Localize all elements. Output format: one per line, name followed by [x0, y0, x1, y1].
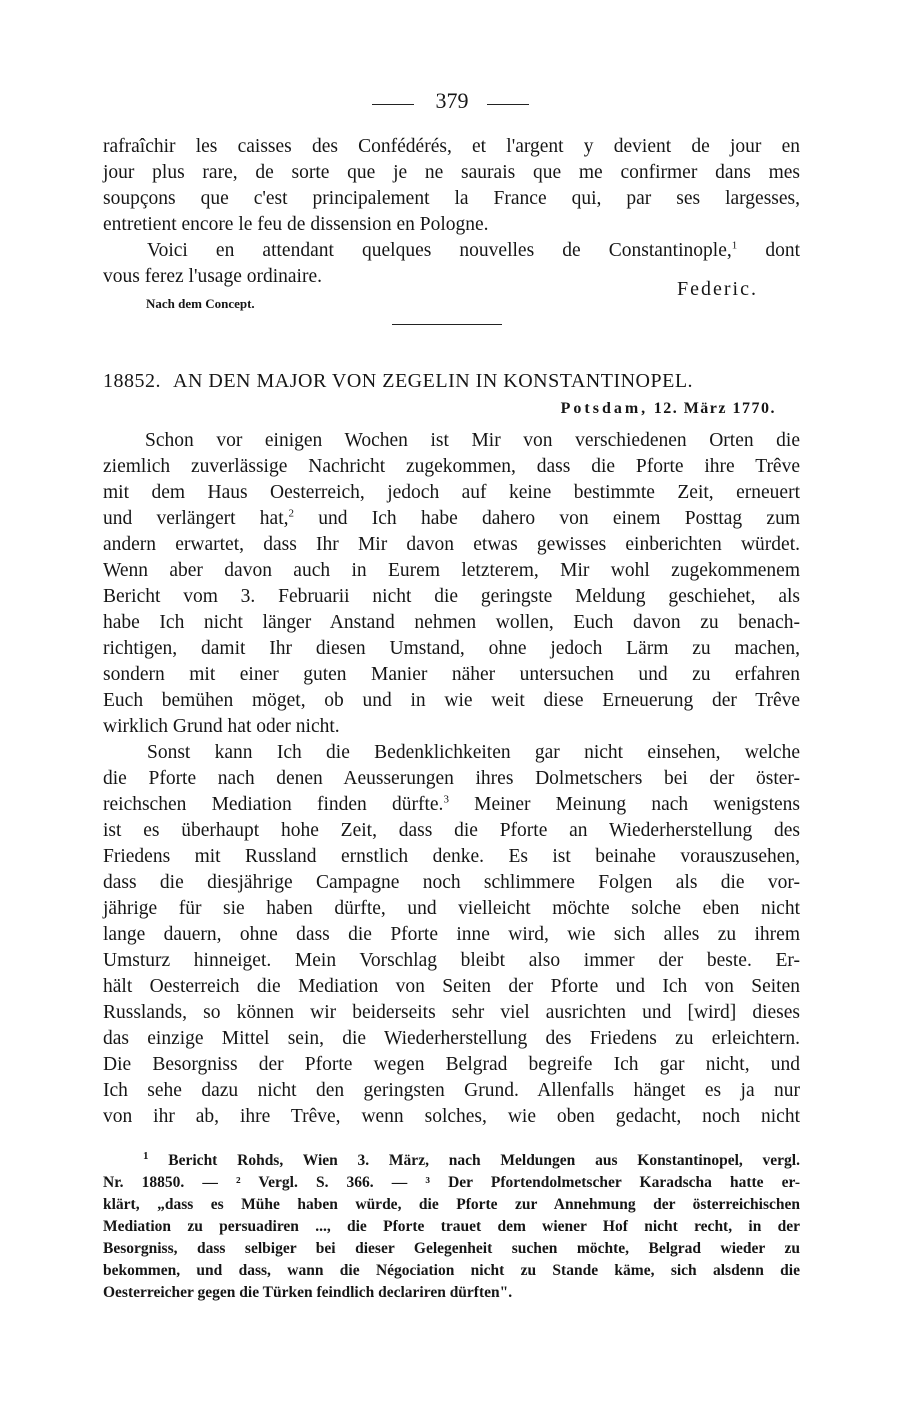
text-line: Russlands, so können wir beiderseits sehr viel ausrichten und [wird] dieses: [103, 1002, 800, 1023]
text-line: von ihr ab, ihre Trêve, wenn solches, wie oben gedacht, noch nicht: [103, 1106, 800, 1127]
text-line: andern erwartet, dass Ihr Mir davon etwas gewisses einberichten würdet.: [103, 534, 800, 555]
text-line: vous ferez l'usage ordinaire.: [103, 266, 323, 287]
dateline: [561, 400, 776, 418]
header-rule-left: [372, 104, 414, 105]
dateline-place: Potsdam,: [560, 400, 649, 417]
footnote-line: Oesterreicher gegen die Türken feindlich declariren dürften".: [103, 1284, 513, 1301]
text-line: rafraîchir les caisses des Confédérés, et l'argent y devient de jour en: [103, 136, 800, 157]
footnote-line: klärt, „dass es Mühe haben würde, die Pforte zur Annehmung der österreichischen: [103, 1196, 800, 1213]
text-line: Bericht vom 3. Februarii nicht die geringste Meldung geschiehet, als: [103, 586, 800, 607]
text-line: wirklich Grund hat oder nicht.: [103, 716, 340, 737]
text-line: hält Oesterreich die Mediation von Seiten der Pforte und Ich von Seiten: [103, 976, 800, 997]
text-line: Die Besorgniss der Pforte wegen Belgrad begreife Ich gar nicht, und: [103, 1054, 800, 1075]
text-line: Ich sehe dazu nicht den geringsten Grund. Allenfalls hänget es ja nur: [103, 1080, 800, 1101]
text-line: entretient encore le feu de dissension en Pologne.: [103, 214, 489, 235]
text-fragment: reichschen Mediation finden dürfte.: [103, 794, 444, 815]
text-fragment: Voici en attendant quelques nouvelles de Constantinople,: [147, 240, 732, 261]
text-line: Wenn aber davon auch in Eurem letzterem, Mir wohl zugekommenem: [103, 560, 800, 581]
text-line: [103, 238, 800, 264]
text-line: ist es überhaupt hohe Zeit, dass die Pforte an Wiederherstellung des: [103, 820, 800, 841]
text-line: lange dauern, ohne dass die Pforte inne wird, wie sich alles zu ihrem: [103, 924, 800, 945]
dateline-date: 12. März 1770.: [653, 400, 776, 417]
section-divider: [392, 324, 502, 325]
text-fragment: dont: [737, 240, 800, 261]
continuation-text: [103, 134, 800, 290]
letter-heading: [103, 370, 800, 393]
text-fragment: und Ich habe dahero von einem Posttag zum: [294, 508, 800, 529]
text-line: Umsturz hinneiget. Mein Vorschlag bleibt also immer der beste. Er-: [103, 950, 800, 971]
text-line: ziemlich zuverlässige Nachricht zugekommen, dass die Pforte ihre Trêve: [103, 456, 800, 477]
footnote-line: Nr. 18850. — ² Vergl. S. 366. — ³ Der Pfortendolmetscher Karadscha hatte er-: [103, 1174, 800, 1191]
footnote-line: [103, 1150, 800, 1172]
footnote-line: Besorgniss, dass selbiger bei dieser Gelegenheit suchen möchte, Belgrad wieder zu: [103, 1240, 800, 1257]
letter-body: [103, 428, 800, 1130]
footnotes: [103, 1150, 800, 1304]
source-note: Nach dem Concept.: [146, 296, 255, 311]
text-line: soupçons que c'est principalement la France qui, par ses largesses,: [103, 188, 800, 209]
text-line: das einzige Mittel sein, die Wiederherstellung des Friedens zu erleichtern.: [103, 1028, 800, 1049]
text-line: Schon vor einigen Wochen ist Mir von verschiedenen Orten die: [145, 430, 800, 451]
footnote-marker: 2: [288, 507, 295, 520]
text-line: mit dem Haus Oesterreich, jedoch auf keine bestimmte Zeit, erneuert: [103, 482, 800, 503]
footnote-marker: 1: [143, 1149, 149, 1162]
footnote-line: Mediation zu persuadiren ..., die Pforte trauet dem wiener Hof nicht recht, in der: [103, 1218, 800, 1235]
letter-number: 18852.: [103, 370, 161, 392]
text-fragment: und verlängert hat,: [103, 508, 289, 529]
text-line: [103, 792, 800, 818]
text-fragment: Bericht Rohds, Wien 3. März, nach Meldungen aus Konstantinopel, vergl.: [168, 1152, 800, 1169]
text-line: habe Ich nicht länger Anstand nehmen wollen, Euch davon zu benach-: [103, 612, 800, 633]
text-line: die Pforte nach denen Aeusserungen ihres Dolmetschers bei der öster-: [103, 768, 800, 789]
text-line: jährige für sie haben dürfte, und vielleicht möchte solche eben nicht: [103, 898, 800, 919]
text-line: sondern mit einer guten Manier näher untersuchen und zu erfahren: [103, 664, 800, 685]
text-fragment: Meiner Meinung nach wenigstens: [448, 794, 800, 815]
text-line: jour plus rare, de sorte que je ne saurais que me confirmer dans mes: [103, 162, 800, 183]
text-line: Friedens mit Russland ernstlich denke. Es ist beinahe vorauszusehen,: [103, 846, 800, 867]
header-rule-right: [487, 104, 529, 105]
text-line: Sonst kann Ich die Bedenklichkeiten gar nicht einsehen, welche: [147, 742, 800, 763]
page-header: [0, 88, 900, 118]
footnote-line: bekommen, und dass, wann die Négociation nicht zu Stande käme, sich alsdenn die: [103, 1262, 800, 1279]
text-line: dass die diesjährige Campagne noch schlimmere Folgen als die vor-: [103, 872, 800, 893]
signature: Federic.: [677, 278, 758, 300]
footnote-marker: 3: [443, 793, 449, 806]
letter-title: AN DEN MAJOR VON ZEGELIN IN KONSTANTINOPEL.: [173, 370, 694, 392]
text-line: [103, 506, 800, 532]
page-number: 379: [435, 88, 469, 113]
text-line: Euch bemühen möget, ob und in wie weit diese Erneuerung der Trêve: [103, 690, 800, 711]
text-line: richtigen, damit Ihr diesen Umstand, ohne jedoch Lärm zu machen,: [103, 638, 800, 659]
footnote-marker: 1: [731, 239, 738, 252]
